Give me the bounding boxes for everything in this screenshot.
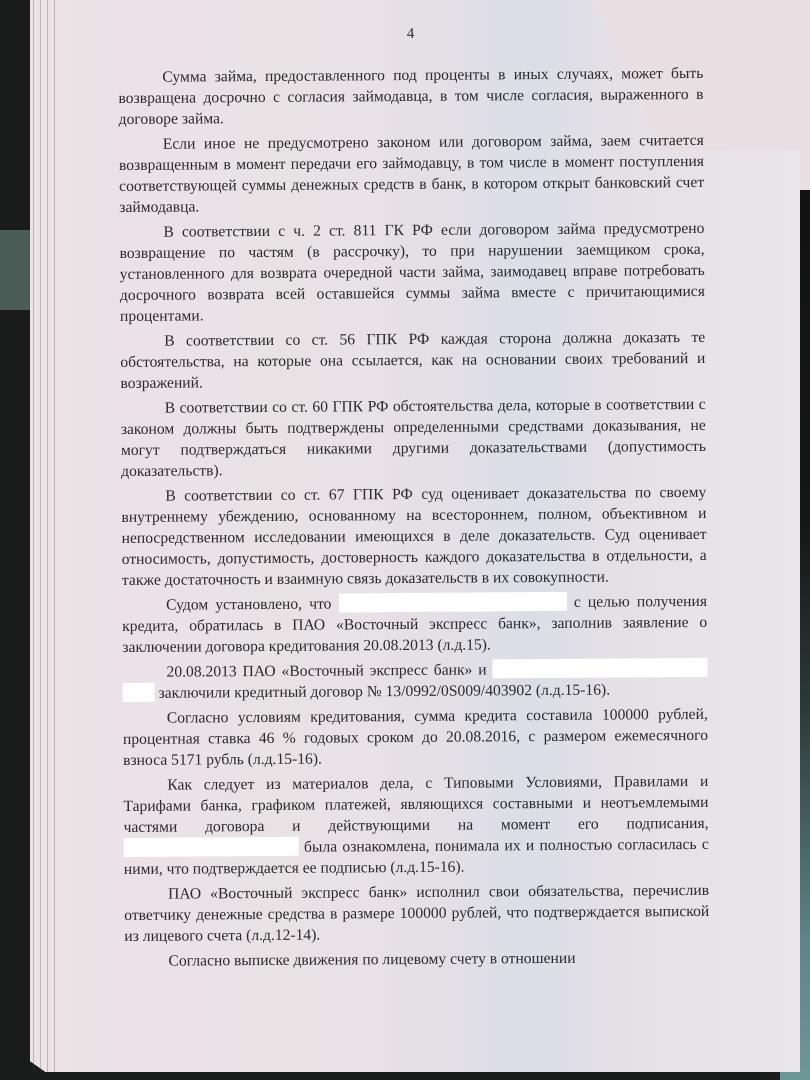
redacted-name [124, 837, 299, 857]
paragraph-bank-fulfilled: ПАО «Восточный экспресс банк» исполнил свои обязательства, перечислив ответчику денежные средства в размере 100000 рублей, что подтверждается выпиской из лицевого счета (л.д.12-14). [124, 881, 710, 945]
paragraph-materials: Как следует из материалов дела, с Типовыми Условиями, Правилами и Тарифами банка, графиком платежей, являющихся составными и неотъемлемыми частями договора и действующими на момент его подписания, была ознакомлена, понимала их и полностью согласилась с ними, что подтверждается ее подписью (л.д.15-16). [123, 772, 709, 878]
page-number: 4 [406, 25, 415, 42]
redacted-name [123, 683, 155, 702]
paragraph-art-60: В соответствии со ст. 60 ГПК РФ обстоятельства дела, которые в соответствии с законом должны быть подтверждены определенными средствами доказывания, не могут подтверждаться никакими другими доказательствами (допустимость доказательств). [120, 395, 707, 480]
paragraph-loan-returned: Если иное не предусмотрено законом или договором займа, заем считается возвращенным в момент передачи его займодавцу, в том числе в момент поступления соответствующей суммы денежных средств в банк, в котором открыт банковский счет займодавца. [118, 131, 705, 216]
redacted-name [492, 658, 707, 679]
paragraph-court-established: Судом установлено, что с целью получения кредита, обратилась в ПАО «Восточный экспресс банк», заполнив заявление о заключении договора кредитования 20.08.2013 (л.д.15). [122, 592, 708, 656]
paragraph-art-811: В соответствии с ч. 2 ст. 811 ГК РФ если договором займа предусмотрено возвращение по частям (в рассрочку), то при нарушении заемщиком срока, установленного для возврата очередной части займа, заимодавец вправе потребовать досрочного возврата всей оставшейся суммы займа вместе с причитающимися процентами. [119, 219, 705, 325]
paragraph-art-67: В соответствии со ст. 67 ГПК РФ суд оценивает доказательства по своему внутреннему убеждению, основанному на всестороннем, полном, объективном и непосредственном исследовании имеющихся в деле доказательств. Суд оценивает относимость, допустимость, достоверность каждого доказательства в отдельности, а также достаточность и взаимную связь доказательств в их совокупности. [121, 483, 707, 589]
background-left [0, 230, 30, 310]
paragraph-account-statement: Согласно выписке движения по лицевому счету в отношении [168, 949, 576, 970]
paragraph-contract-concluded: 20.08.2013 ПАО «Восточный экспресс банк» и заключили кредитный договор № 13/0992/0S009/403902 (л.д.15-16). [122, 658, 707, 704]
paragraph-art-56: В соответствии со ст. 56 ГПК РФ каждая сторона должна доказать те обстоятельства, на которые она ссылается, как на основании своих требований и возражений. [120, 328, 706, 392]
paragraph-credit-terms: Согласно условиям кредитования, сумма кредита составила 100000 рублей, процентная ставка 46 % годовых сроком до 20.08.2016, с размером ежемесячного взноса 5171 рубль (л.д.15-16). [122, 705, 709, 769]
stacked-page-edges [30, 0, 60, 1072]
document-text [118, 22, 710, 976]
paragraph-early-repayment: Сумма займа, предоставленного под проценты в иных случаях, может быть возвращена досрочно с согласия займодавца, в том числе согласия, выраженного в договоре займа. [118, 64, 704, 128]
redacted-name [339, 592, 567, 613]
